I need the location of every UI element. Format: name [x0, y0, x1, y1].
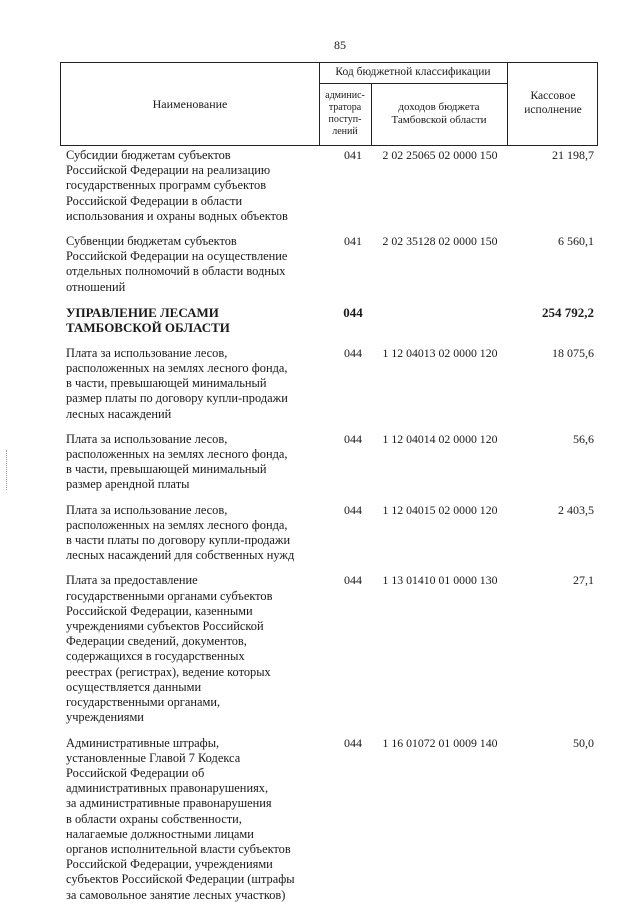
row-income-code: 2 02 25065 02 0000 150 [382, 148, 498, 162]
row-name-line: размер платы по договору купли-продажи [66, 391, 288, 406]
row-admin-code: 044 [344, 735, 362, 750]
row-name-line: Федерации сведений, документов, [66, 634, 247, 649]
row-name-line: в части, превышающей минимальный [66, 462, 267, 477]
row-name-line: расположенных на землях лесного фонда, [66, 447, 288, 462]
page-number: 85 [334, 38, 346, 52]
row-name-line: субъектов Российской Федерации (штрафы [66, 872, 295, 887]
row-name [66, 346, 312, 422]
row-name [66, 234, 312, 295]
row-name-line: лесных насаждений для собственных нужд [66, 548, 295, 563]
table-row [66, 432, 600, 493]
row-admin-code: 044 [344, 502, 362, 517]
header-code-group: Код бюджетной классификации [335, 66, 491, 79]
row-name-line: Российской Федерации, учреждениями [66, 857, 273, 872]
row-name-line: учреждениями субъектов Российской [66, 619, 264, 634]
row-amount: 21 198,7 [552, 148, 594, 162]
row-income-code: 1 12 04013 02 0000 120 [382, 345, 498, 360]
row-name [66, 305, 312, 336]
row-name-line: лесных насаждений [66, 406, 172, 421]
row-amount: 56,6 [573, 431, 594, 446]
table-header [60, 62, 598, 146]
row-income-code: 1 12 04014 02 0000 120 [382, 431, 498, 446]
header-admin-line: админис- [325, 90, 365, 101]
row-name-line: за административные правонарушения [66, 796, 272, 811]
header-income [371, 83, 507, 145]
section-row [66, 305, 600, 336]
row-admin-code: 041 [344, 234, 362, 249]
row-admin-code: 044 [344, 431, 362, 446]
header-kassa-line: исполнение [524, 104, 582, 116]
row-name-line: органов исполнительной власти субъектов [66, 841, 291, 856]
table-row [66, 503, 600, 564]
row-name-line: отношений [66, 279, 126, 294]
header-kassa-line: Кассовое [530, 90, 576, 103]
row-amount: 254 792,2 [542, 304, 594, 320]
row-income-code: 1 16 01072 01 0009 140 [382, 735, 498, 750]
row-name-line: Плата за использование лесов, [66, 502, 228, 517]
row-name-line: за самовольное занятие лесных участков) [66, 887, 286, 902]
row-name-line: ТАМБОВСКОЙ ОБЛАСТИ [66, 320, 230, 336]
row-name-line: реестрах (регистрах), ведение которых [66, 664, 271, 679]
row-amount: 6 560,1 [558, 234, 594, 249]
row-name-line: УПРАВЛЕНИЕ ЛЕСАМИ [66, 304, 219, 320]
header-admin-line: лений [332, 126, 358, 137]
row-name [66, 573, 312, 725]
row-admin-code: 041 [344, 148, 362, 162]
row-name [66, 432, 312, 493]
header-name: Наименование [152, 96, 228, 111]
header-admin [319, 83, 371, 145]
row-name-line: Российской Федерации на реализацию [66, 163, 271, 178]
table-row [66, 148, 600, 224]
row-name-line: использования и охраны водных объектов [66, 208, 288, 223]
row-income-code: 2 02 35128 02 0000 150 [382, 234, 498, 249]
row-amount: 18 075,6 [552, 345, 594, 360]
row-name-line: отдельных полномочий в области водных [66, 264, 286, 279]
row-name-line: содержащихся в государственных [66, 649, 245, 664]
header-admin-line: поступ- [328, 114, 362, 125]
row-name-line: Плата за использование лесов, [66, 431, 228, 446]
row-name-line: Субсидии бюджетам субъектов [66, 148, 231, 162]
row-name-line: административных правонарушениях, [66, 781, 269, 796]
row-name [66, 148, 312, 224]
row-name-line: государственных программ субъектов [66, 178, 267, 193]
row-name-line: Российской Федерации, казенными [66, 603, 253, 618]
row-name-line: Российской Федерации на осуществление [66, 249, 288, 264]
row-admin-code: 044 [343, 304, 363, 320]
header-kassa [507, 63, 599, 145]
header-income-line: Тамбовской области [391, 114, 487, 126]
row-name-line: Административные штрафы, [66, 735, 220, 750]
table-row [66, 736, 600, 903]
row-admin-code: 044 [344, 573, 362, 588]
row-name-line: налагаемые должностными лицами [66, 826, 254, 841]
row-name-line: расположенных на землях лесного фонда, [66, 361, 288, 376]
row-amount: 27,1 [573, 573, 594, 588]
row-name [66, 503, 312, 564]
row-name [66, 736, 312, 903]
row-admin-code: 044 [344, 345, 362, 360]
margin-mark [6, 450, 8, 490]
table-body [66, 148, 600, 913]
row-amount: 2 403,5 [558, 502, 594, 517]
row-name-line: Российской Федерации в области [66, 193, 243, 208]
table-row [66, 234, 600, 295]
row-name-line: расположенных на землях лесного фонда, [66, 517, 288, 532]
row-name-line: размер арендной платы [66, 477, 190, 492]
row-name-line: государственными органами, [66, 695, 221, 710]
row-name-line: в части, превышающей минимальный [66, 376, 267, 391]
table-row [66, 346, 600, 422]
row-name-line: Плата за использование лесов, [66, 345, 228, 360]
row-name-line: Российской Федерации об [66, 765, 205, 780]
row-name-line: Субвенции бюджетам субъектов [66, 234, 237, 249]
table-row [66, 573, 600, 725]
header-admin-line: тратора [328, 102, 362, 113]
row-income-code: 1 12 04015 02 0000 120 [382, 502, 498, 517]
row-income-code: 1 13 01410 01 0000 130 [382, 573, 498, 588]
row-name-line: осуществляется данными [66, 679, 202, 694]
header-income-line: доходов бюджета [398, 100, 480, 113]
row-name-line: государственными органами субъектов [66, 588, 273, 603]
row-name-line: в части платы по договору купли-продажи [66, 533, 291, 548]
row-name-line: Плата за предоставление [66, 573, 198, 588]
row-amount: 50,0 [573, 735, 594, 750]
row-name-line: установленные Главой 7 Кодекса [66, 750, 241, 765]
row-name-line: учреждениями [66, 710, 144, 725]
row-name-line: в области охраны собственности, [66, 811, 242, 826]
